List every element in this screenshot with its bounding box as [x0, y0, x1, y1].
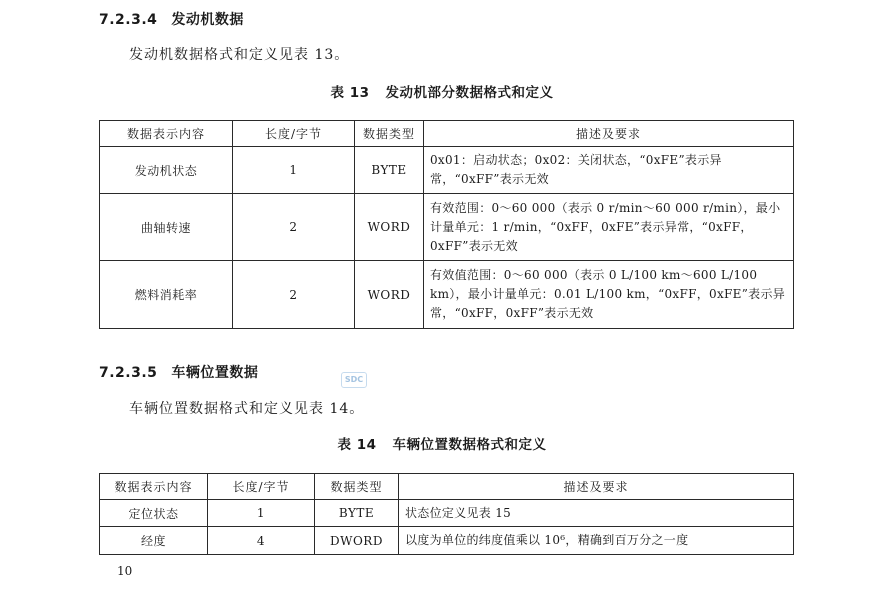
table-cell-description: 状态位定义见表 15 — [399, 500, 794, 527]
table-cell: 1 — [208, 500, 315, 527]
section-title: 车辆位置数据 — [171, 365, 259, 381]
table-cell: BYTE — [355, 147, 424, 194]
section-heading-vehicle-position — [99, 362, 258, 382]
section-paragraph-engine: 发动机数据格式和定义见表 13。 — [129, 47, 350, 63]
table-cell: DWORD — [315, 527, 399, 555]
table-cell-description: 有效范围：0～60 000（表示 0 r/min～60 000 r/min），最小计量单元：1 r/min，“0xFF，0xFE”表示异常，“0xFF，0xFF”表示无效 — [424, 194, 794, 261]
table-cell: 发动机状态 — [100, 147, 233, 194]
table-caption-number: 表 13 — [330, 85, 370, 101]
table-row — [100, 194, 794, 261]
table-cell: 燃料消耗率 — [100, 261, 233, 329]
section-number: 7.2.3.5 — [99, 365, 158, 381]
table-cell: 4 — [208, 527, 315, 555]
column-header: 数据表示内容 — [100, 121, 233, 147]
column-header: 长度/字节 — [233, 121, 355, 147]
table-cell: 2 — [233, 261, 355, 329]
table-cell: 1 — [233, 147, 355, 194]
section-title: 发动机数据 — [171, 12, 244, 28]
engine-data-table — [99, 120, 794, 329]
column-header: 数据表示内容 — [100, 474, 208, 500]
column-header: 数据类型 — [315, 474, 399, 500]
vehicle-position-table — [99, 473, 794, 555]
column-header: 描述及要求 — [424, 121, 794, 147]
table-row — [100, 527, 794, 555]
table-cell: BYTE — [315, 500, 399, 527]
table-caption-14 — [0, 433, 884, 453]
column-header: 数据类型 — [355, 121, 424, 147]
table-cell: 曲轴转速 — [100, 194, 233, 261]
table-caption-title: 车辆位置数据格式和定义 — [392, 437, 547, 453]
table-cell-description: 以度为单位的纬度值乘以 10⁶，精确到百万分之一度 — [399, 527, 794, 555]
table-header-row — [100, 474, 794, 500]
table-caption-number: 表 14 — [337, 437, 377, 453]
watermark-logo: SDC — [341, 372, 367, 388]
table-row — [100, 500, 794, 527]
table-cell: WORD — [355, 261, 424, 329]
column-header: 描述及要求 — [399, 474, 794, 500]
column-header: 长度/字节 — [208, 474, 315, 500]
table-cell: 定位状态 — [100, 500, 208, 527]
table-caption-title: 发动机部分数据格式和定义 — [385, 85, 554, 101]
table-header-row — [100, 121, 794, 147]
table-cell: WORD — [355, 194, 424, 261]
section-number: 7.2.3.4 — [99, 12, 158, 28]
table-row — [100, 261, 794, 329]
table-cell: 2 — [233, 194, 355, 261]
page-number: 10 — [117, 564, 133, 578]
section-heading-engine — [99, 9, 244, 29]
table-cell-description: 有效值范围：0～60 000（表示 0 L/100 km～600 L/100 km），最小计量单元：0.01 L/100 km，“0xFF，0xFE”表示异常，“0xFF，0xFF”表示无效 — [424, 261, 794, 329]
table-cell-description: 0x01：启动状态；0x02：关闭状态，“0xFE”表示异常，“0xFF”表示无效 — [424, 147, 794, 194]
table-caption-13 — [0, 81, 884, 101]
table-cell: 经度 — [100, 527, 208, 555]
table-row — [100, 147, 794, 194]
section-paragraph-vehicle-position: 车辆位置数据格式和定义见表 14。 — [129, 401, 365, 417]
